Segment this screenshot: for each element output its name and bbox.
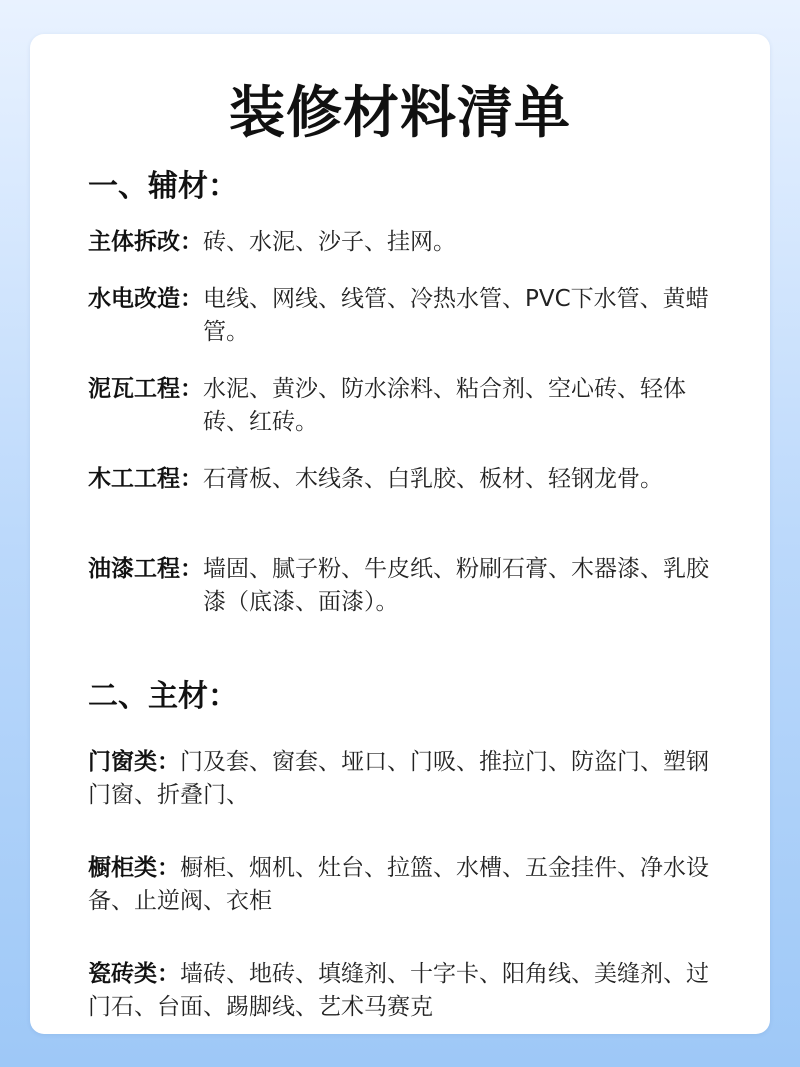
item-label: 油漆工程： xyxy=(88,556,203,582)
item-text: 门及套、窗套、垭口、门吸、推拉门、防盗门、塑钢门窗、折叠门、 xyxy=(88,749,709,808)
list-item-demolition xyxy=(88,226,728,259)
item-label: 瓷砖类： xyxy=(88,961,180,987)
list-item-doors-windows xyxy=(88,746,728,812)
item-text: 橱柜、烟机、灶台、拉篮、水槽、五金挂件、净水设备、止逆阀、衣柜 xyxy=(88,855,709,914)
item-text: 石膏板、木线条、白乳胶、板材、轻钢龙骨。 xyxy=(203,466,663,492)
page-title: 装修材料清单 xyxy=(229,81,571,146)
item-label: 门窗类： xyxy=(88,749,180,775)
item-text: 电线、网线、线管、冷热水管、PVC下水管、黄蜡管。 xyxy=(203,286,709,345)
list-item-carpentry xyxy=(88,463,728,496)
item-text: 水泥、黄沙、防水涂料、粘合剂、空心砖、轻体砖、红砖。 xyxy=(203,376,686,435)
checklist-card xyxy=(30,34,770,1034)
item-label: 泥瓦工程： xyxy=(88,376,203,402)
section-heading: 二、主材： xyxy=(88,679,238,714)
item-label: 橱柜类： xyxy=(88,855,180,881)
list-item-masonry-tiling xyxy=(88,373,728,439)
item-text: 墙砖、地砖、填缝剂、十字卡、阳角线、美缝剂、过门石、台面、踢脚线、艺术马赛克 xyxy=(88,961,709,1020)
item-text: 砖、水泥、沙子、挂网。 xyxy=(203,229,456,255)
item-text: 墙固、腻子粉、牛皮纸、粉刷石膏、木器漆、乳胶漆（底漆、面漆）。 xyxy=(203,556,709,615)
list-item-tiles xyxy=(88,958,728,1024)
item-label: 木工工程： xyxy=(88,466,203,492)
list-item-cabinets xyxy=(88,852,728,918)
list-item-painting xyxy=(88,553,728,619)
section-heading: 一、辅材： xyxy=(88,169,238,204)
item-label: 主体拆改： xyxy=(88,229,203,255)
item-label: 水电改造： xyxy=(88,286,203,312)
list-item-plumbing-electrical xyxy=(88,283,728,349)
